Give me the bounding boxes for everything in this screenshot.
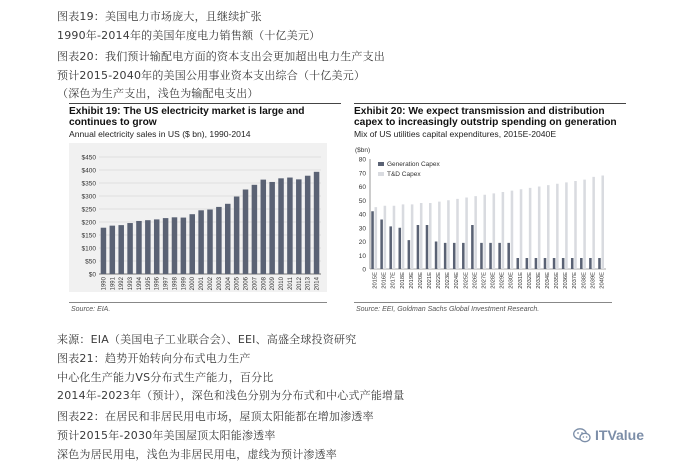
x-tick-label: 2014: [314, 277, 321, 291]
y-tick-label: 10: [358, 252, 366, 260]
bar-td: [393, 206, 396, 269]
x-tick-label: 2003: [216, 277, 223, 291]
y-tick-label: $250: [81, 206, 96, 214]
watermark: [573, 427, 644, 443]
bar-generation: [589, 258, 592, 269]
bar-generation: [408, 240, 411, 269]
exhibit-20: [354, 103, 626, 313]
bar-generation: [580, 258, 583, 269]
x-tick-label: 2037E: [572, 272, 579, 289]
y-tick-label: 20: [358, 239, 366, 246]
x-tick-label: 2008: [261, 277, 268, 291]
x-tick-label: 1999: [181, 277, 188, 291]
exhibit-20-title: Exhibit 20: We expect transmission and distribution capex to increasingly outstrip spending on generation: [354, 106, 617, 128]
x-tick-label: 2022E: [436, 272, 443, 289]
x-tick-label: 2034E: [545, 272, 551, 289]
bar-td: [493, 193, 496, 269]
bar-td: [456, 199, 459, 269]
x-tick-label: 2013: [305, 277, 312, 291]
exhibit-20-subtitle: Mix of US utilities capital expenditures, 2015E-2040E: [354, 129, 557, 139]
watermark-text: ITValue: [595, 427, 645, 443]
bar-td: [465, 198, 468, 270]
y-tick-label: 30: [358, 225, 366, 233]
bar-td: [520, 189, 523, 269]
exhibit-19-title: Exhibit 19: The US electricity market is large and continues to grow: [69, 106, 305, 128]
bar: [296, 179, 302, 274]
bar-generation: [399, 228, 402, 269]
y-tick-label: 0: [362, 266, 366, 274]
x-tick-label: 2015E: [372, 272, 379, 289]
figure-22-subcaption: 预计2015年-2030年美国屋顶太阳能渗透率: [57, 429, 276, 442]
bar-td: [474, 196, 477, 269]
bar: [287, 178, 293, 274]
bar-generation: [417, 225, 420, 269]
exhibit-20-source: Source: EEI, Goldman Sachs Global Investment Research.: [356, 306, 540, 313]
y-tick-label: $50: [85, 258, 96, 266]
x-tick-label: 2027E: [481, 272, 488, 289]
bar-generation: [444, 243, 447, 269]
bar: [261, 180, 267, 274]
wechat-icon: [573, 428, 591, 443]
y-tick-label: 40: [358, 211, 366, 219]
bar-generation: [426, 225, 429, 269]
legend-label-generation: Generation Capex: [387, 161, 440, 168]
y-tick-label: $350: [81, 180, 96, 188]
bar-generation: [462, 243, 465, 269]
x-tick-label: 1990: [101, 277, 108, 291]
x-tick-label: 2018E: [399, 272, 406, 289]
source-note: 来源：EIA（美国电子工业联合会）、EEI、高盛全球投资研究: [57, 333, 357, 346]
bar-generation: [498, 243, 501, 269]
bar-generation: [471, 225, 474, 269]
bar: [145, 220, 151, 274]
x-tick-label: 2031E: [517, 272, 524, 289]
x-tick-label: 2017E: [390, 272, 397, 289]
bar: [252, 185, 258, 274]
bar: [314, 172, 320, 274]
exhibit-19-source-rule: [69, 302, 327, 303]
x-tick-label: 2036E: [563, 272, 570, 289]
figure-21-note: 2014年-2023年（预计），深色和浅色分别为分布式和中心式产能增量: [57, 389, 405, 402]
x-tick-label: 2006: [243, 277, 250, 291]
exhibit-19-source: Source: EIA.: [71, 306, 111, 313]
x-tick-label: 2026E: [472, 272, 479, 289]
x-tick-label: 2030E: [508, 272, 515, 289]
legend-label-td: T&D Capex: [387, 171, 421, 178]
y-tick-label: 60: [358, 184, 366, 191]
x-tick-label: 2029E: [499, 272, 506, 289]
y-tick-label: $300: [81, 193, 96, 201]
bar: [163, 218, 169, 274]
x-tick-label: 1992: [119, 277, 126, 291]
figure-21-subcaption: 中心化生产能力VS分布式生产能力，百分比: [57, 371, 274, 384]
y-tick-label: $400: [81, 167, 96, 175]
bar: [278, 178, 284, 274]
bar-td: [592, 177, 595, 269]
figure-21-caption: 图表21：趋势开始转向分布式电力生产: [57, 352, 251, 365]
y-tick-label: 70: [358, 170, 366, 178]
bar: [198, 210, 204, 274]
bar: [243, 190, 249, 275]
x-tick-label: 2032E: [526, 272, 533, 289]
x-tick-label: 2011: [287, 277, 294, 290]
figure-20-subcaption: 预计2015-2040年的美国公用事业资本支出综合（十亿美元）: [57, 69, 366, 82]
y-axis-label: ($bn): [355, 147, 371, 154]
x-tick-label: 1991: [110, 277, 117, 291]
x-tick-label: 1993: [128, 277, 135, 291]
x-tick-label: 2007: [252, 277, 259, 291]
x-tick-label: 2039E: [590, 272, 597, 289]
figure-19-subcaption: 1990年-2014年的美国年度电力销售额（十亿美元）: [57, 29, 321, 42]
bar: [216, 207, 222, 274]
bar-generation: [453, 243, 456, 269]
x-tick-label: 2038E: [581, 272, 588, 289]
bar-generation: [380, 220, 383, 270]
x-tick-label: 2033E: [535, 272, 542, 289]
x-tick-label: 1995: [145, 277, 152, 291]
x-tick-label: 1994: [136, 277, 143, 291]
bar-td: [438, 202, 441, 269]
bar-generation: [389, 226, 392, 269]
bar-td: [556, 184, 559, 269]
x-tick-label: 2020E: [417, 272, 424, 289]
bar-generation: [535, 258, 538, 269]
bar-td: [375, 207, 378, 269]
bar: [207, 210, 213, 274]
bar-generation: [371, 211, 374, 269]
x-tick-label: 2002: [208, 277, 214, 291]
bar-generation: [571, 258, 574, 269]
x-tick-label: 2016E: [381, 272, 388, 289]
bar-td: [429, 203, 432, 269]
bar-generation: [517, 258, 520, 269]
bar: [154, 219, 160, 274]
x-tick-label: 2040E: [599, 272, 606, 289]
bar-td: [411, 204, 414, 269]
bar: [136, 221, 142, 274]
bar: [305, 176, 311, 274]
x-tick-label: 2009: [270, 277, 277, 291]
bar: [172, 217, 178, 274]
bar: [225, 204, 231, 274]
x-tick-label: 1997: [163, 277, 170, 291]
exhibit-19-chart-panel: [69, 143, 327, 292]
bar-td: [601, 176, 604, 270]
legend-swatch-td: [378, 172, 384, 176]
bar-generation: [598, 258, 601, 269]
bar-td: [502, 192, 505, 269]
bar: [181, 218, 187, 274]
x-tick-label: 2004: [225, 277, 232, 291]
x-tick-label: 2001: [199, 277, 206, 291]
bar: [101, 228, 107, 274]
y-tick-label: $150: [81, 232, 96, 240]
bar-td: [511, 191, 514, 269]
bar-generation: [526, 258, 529, 269]
bar-td: [538, 187, 541, 270]
exhibit-19-subtitle: Annual electricity sales in US ($ bn), 1990-2014: [69, 129, 251, 139]
exhibit-20-source-rule: [354, 302, 612, 303]
y-tick-label: 50: [358, 197, 366, 205]
bar-td: [583, 180, 586, 269]
exhibit-19-top-rule: [69, 103, 341, 104]
bar-generation: [553, 258, 556, 269]
figure-20-note: （深色为生产支出，浅色为输配电支出）: [57, 87, 259, 100]
x-tick-label: 2028E: [490, 272, 497, 289]
bar-td: [384, 206, 387, 269]
x-tick-label: 1998: [172, 277, 179, 291]
bar: [110, 226, 116, 274]
x-tick-label: 2012: [296, 277, 303, 291]
x-tick-label: 1996: [154, 277, 161, 291]
bar: [189, 214, 195, 274]
y-tick-label: $100: [81, 245, 96, 253]
y-tick-label: $200: [81, 219, 96, 227]
exhibit-20-chart-panel: [354, 143, 612, 296]
x-tick-label: 2019E: [408, 272, 415, 289]
x-tick-label: 2000: [190, 277, 197, 291]
figure-19-caption: 图表19：美国电力市场庞大，且继续扩张: [57, 10, 262, 23]
bar-generation: [489, 243, 492, 269]
exhibit-20-chart: [354, 143, 612, 296]
figure-22-note: 深色为居民用电，浅色为非居民用电，虚线为预计渗透率: [57, 448, 337, 461]
x-tick-label: 2005: [234, 277, 241, 291]
bar: [269, 182, 275, 274]
bar: [234, 197, 240, 274]
bar-generation: [544, 258, 547, 269]
bar-td: [574, 181, 577, 269]
x-tick-label: 2023E: [445, 272, 452, 289]
figure-22-caption: 图表22：在居民和非居民用电市场，屋顶太阳能都在增加渗透率: [57, 410, 374, 423]
bar-generation: [562, 258, 565, 269]
x-tick-label: 2035E: [554, 272, 561, 289]
bar: [127, 223, 133, 274]
bar-generation: [507, 243, 510, 269]
bar-td: [483, 195, 486, 269]
y-tick-label: $0: [88, 271, 96, 279]
x-tick-label: 2025E: [463, 272, 470, 289]
exhibit-19-chart: [69, 143, 327, 292]
exhibit-20-top-rule: [354, 103, 626, 104]
legend-swatch-generation: [378, 162, 384, 166]
x-tick-label: 2024E: [454, 272, 461, 289]
y-tick-label: $450: [81, 154, 96, 162]
bar-td: [420, 203, 423, 269]
bar-generation: [435, 242, 438, 270]
bar: [118, 225, 124, 274]
figure-20-caption: 图表20：我们预计输配电方面的资本支出会更加超出电力生产支出: [57, 50, 385, 63]
x-tick-label: 2010: [279, 277, 286, 291]
x-tick-label: 2021E: [427, 272, 433, 289]
bar-td: [529, 188, 532, 269]
bar-td: [565, 182, 568, 269]
bar-generation: [480, 243, 483, 269]
y-tick-label: 80: [358, 156, 366, 164]
bar-td: [402, 204, 405, 269]
bar-td: [447, 200, 450, 269]
exhibit-19: [69, 103, 341, 313]
bar-td: [547, 185, 550, 269]
